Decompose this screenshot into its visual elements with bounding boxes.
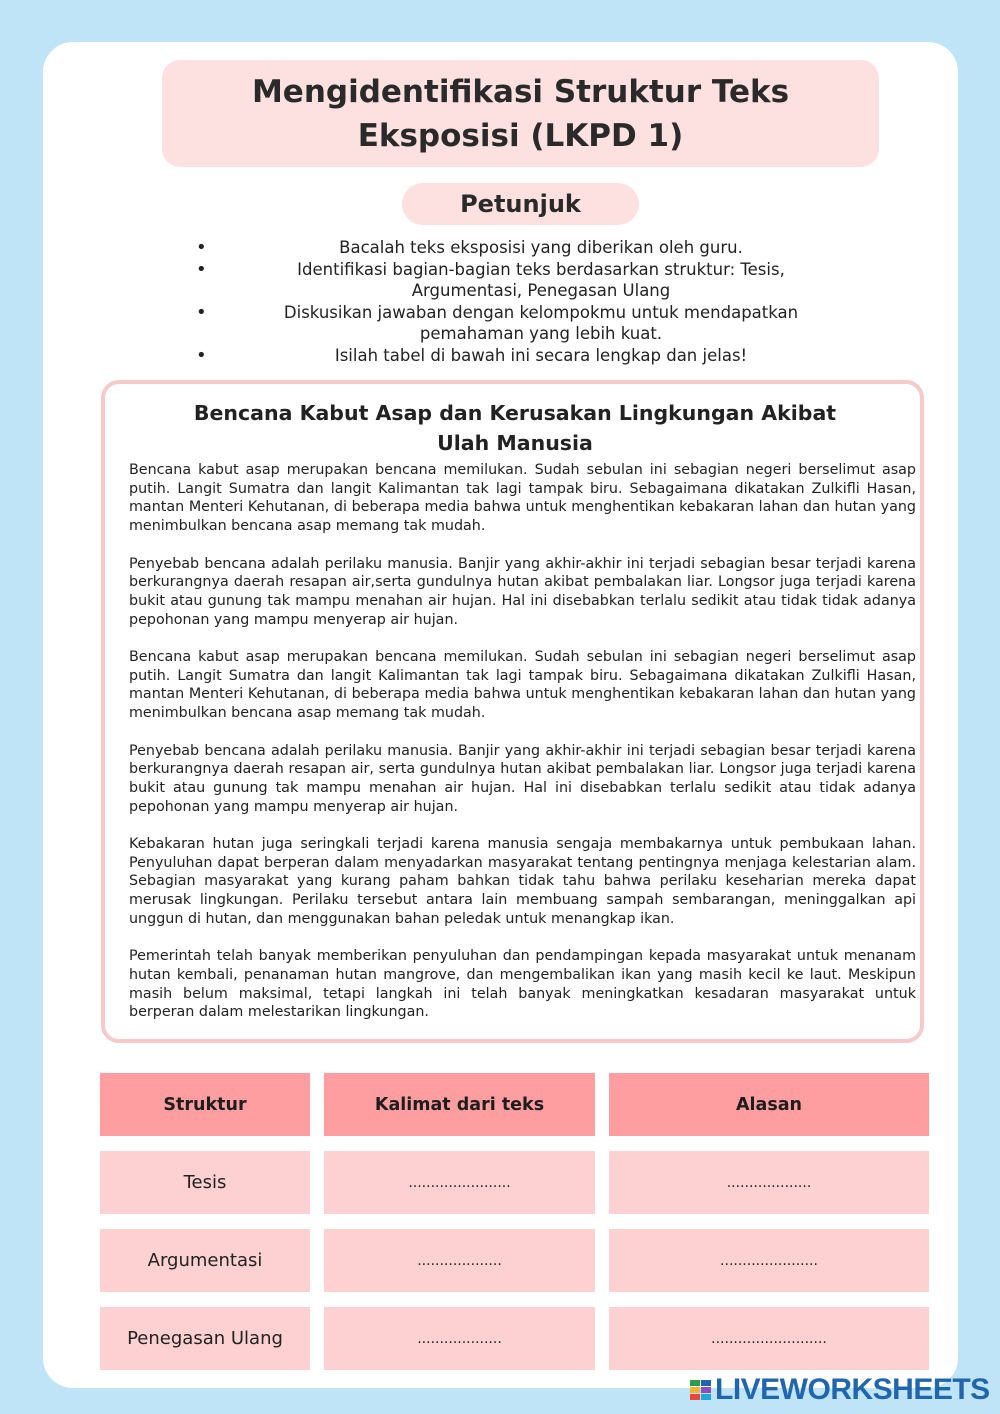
header-kalimat: Kalimat dari teks [324,1073,595,1136]
passage-paragraph: Kebakaran hutan juga seringkali terjadi karena manusia sengaja membakarnya untuk pembukaan lahan. Penyuluhan dapat berperan dalam menyadarkan masyarakat tentang pentingnya menjaga kelestarian alam. Sebagian masyarakat yang kurang paham bahkan tidak tahu bahwa perilaku keseharian mereka dapat merusak lingkungan. Perilaku tersebut antara lain membuang sampah sembarangan, meninggalkan api unggun di hutan, dan menggunakan bahan peledak untuk menangkap ikan. [129,836,916,927]
bullet-icon: • [196,344,207,366]
bullet-icon: • [196,237,207,258]
answer-field-kalimat-argumentasi[interactable]: ................... [324,1229,595,1292]
header-struktur: Struktur [100,1073,310,1136]
bullet-icon: • [196,258,207,280]
passage-paragraph: Pemerintah telah banyak memberikan penyuluhan dan pendampingan kepada masyarakat untuk menanam hutan kembali, penanaman hutan mangrove, dan mengembalikan ikan yang masih kecil ke laut. Meskipun masih belum maksimal, tetapi langkah ini telah banyak meningkatkan kesadaran masyarakat untuk berperan dalam melestarikan lingkungan. [129,948,916,1021]
instructions-list [196,237,886,366]
brand-name: LIVEWORKSHEETS [715,1373,990,1406]
header-alasan: Alasan [609,1073,929,1136]
row-label-argumentasi: Argumentasi [100,1229,310,1292]
passage-body [129,461,916,1041]
passage-title: Bencana Kabut Asap dan Kerusakan Lingkungan Akibat Ulah Manusia [193,401,837,455]
instruction-item [196,302,886,345]
passage-paragraph: Bencana kabut asap merupakan bencana memilukan. Sudah sebulan ini sebagian negeri berselimut asap putih. Langit Sumatra dan langit Kalimantan tak lagi tampak biru. Sebagaimana dikatakan Zulkifli Hasan, mantan Menteri Kehutanan, di beberapa media bahwa untuk menghentikan kebakaran lahan dan hutan yang menimbulkan bencana asap memang tak mudah. [129,649,916,722]
instruction-text: Diskusikan jawaban dengan kelompokmu untuk mendapatkan pemahaman yang lebih kuat. [283,302,799,343]
row-label-penegasan-ulang: Penegasan Ulang [100,1307,310,1370]
instruction-text: Bacalah teks eksposisi yang diberikan oleh guru. [339,238,743,257]
answer-field-kalimat-tesis[interactable]: ....................... [324,1151,595,1214]
answer-field-alasan-tesis[interactable]: ................... [609,1151,929,1214]
reading-passage [101,380,924,1043]
answer-field-alasan-argumentasi[interactable]: ...................... [609,1229,929,1292]
passage-paragraph: Penyebab bencana adalah perilaku manusia. Banjir yang akhir-akhir ini terjadi sebagian besar terjadi karena berkurangnya daerah resapan air, serta gundulnya hutan akibat pembalakan liar. Longsor juga terjadi karena bukit atau gunung tak mampu menahan air hujan. Hal ini disebabkan terlalu sedikit atau tidak adanya pepohonan yang mampu menyerap air hujan. [129,742,916,815]
instruction-item [196,237,886,259]
row-label-tesis: Tesis [100,1151,310,1214]
passage-paragraph: Penyebab bencana adalah perilaku manusia. Banjir yang akhir-akhir ini terjadi sebagian besar terjadi karena berkurangnya daerah resapan air,serta gundulnya hutan akibat pembalakan liar. Longsor juga terjadi karena bukit atau gunung tak mampu menahan air hujan. Hal ini disebabkan terlalu sedikit atau tidak tidak adanya pepohonan yang mampu menyerap air hujan. [129,555,916,628]
instructions-heading: Petunjuk [402,183,639,225]
answer-field-alasan-penegasan[interactable]: .......................... [609,1307,929,1370]
instruction-item [196,345,886,367]
answer-field-kalimat-penegasan[interactable]: ................... [324,1307,595,1370]
passage-paragraph: Bencana kabut asap merupakan bencana memilukan. Sudah sebulan ini sebagian negeri berselimut asap putih. Langit Sumatra dan langit Kalimantan tak lagi tampak biru. Sebagaimana dikatakan Zulkifli Hasan, mantan Menteri Kehutanan, di beberapa media bahwa untuk menghentikan kebakaran lahan dan hutan yang menimbulkan bencana asap memang tak mudah. [129,462,916,535]
liveworksheets-logo-icon [690,1378,712,1402]
page-title: Mengidentifikasi Struktur Teks Eksposisi (LKPD 1) [251,73,790,154]
bullet-icon: • [196,301,207,323]
title-banner [162,60,879,167]
instruction-text: Isilah tabel di bawah ini secara lengkap dan jelas! [334,345,748,365]
instruction-text: Identifikasi bagian-bagian teks berdasarkan struktur: Tesis, Argumentasi, Penegasan Ulang [297,259,785,300]
instruction-item [196,259,886,302]
liveworksheets-logo[interactable] [690,1373,990,1407]
